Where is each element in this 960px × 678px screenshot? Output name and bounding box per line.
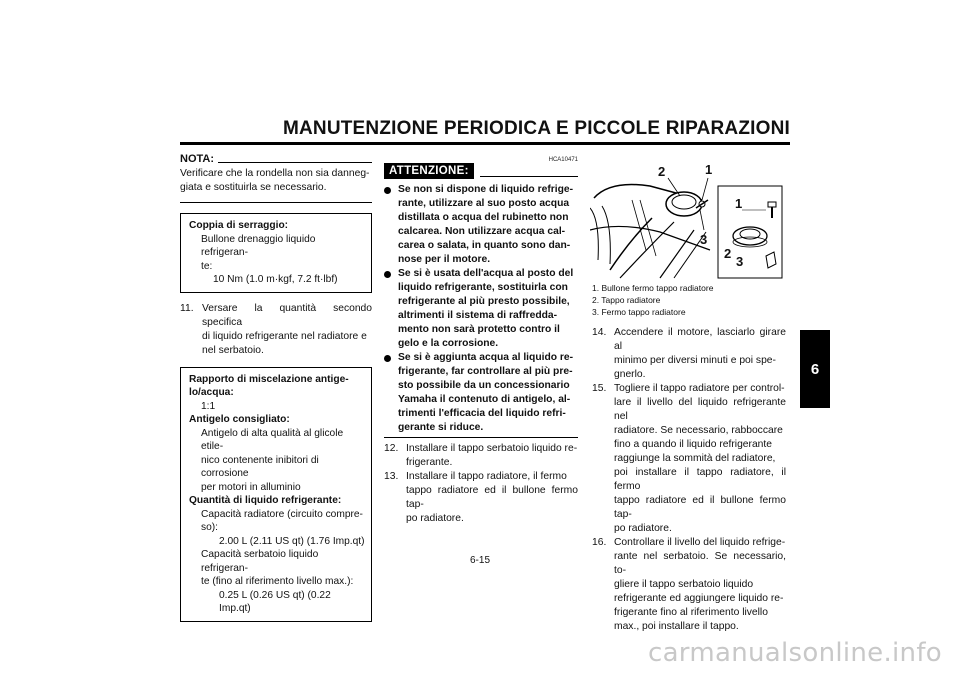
- step-number: 14.: [592, 327, 607, 338]
- torque-line: Bullone drenaggio liquido refrigeran-: [201, 233, 316, 258]
- warning-line: sto possibile da un concessionario: [398, 380, 570, 391]
- warning-line: frigerante, far controllare al più pre-: [398, 366, 573, 377]
- torque-line: te:: [201, 260, 213, 272]
- warning-line: Se si è usata dell'acqua al posto del: [398, 268, 574, 279]
- warning-line: gelo e la corrosione.: [398, 338, 499, 349]
- warning-line: liquido refrigerante, sostituirla con: [398, 282, 568, 293]
- mix-title: Rapporto di miscelazione antige-: [189, 373, 349, 385]
- note-end-rule: [180, 202, 372, 203]
- quantity-line: te (fino al riferimento livello max.):: [201, 576, 354, 587]
- torque-value: 10 Nm (1.0 m·kgf, 7.2 ft·lbf): [213, 274, 338, 285]
- step-text: max., poi installare il tappo.: [614, 621, 739, 632]
- quantity-line: Capacità radiatore (circuito compre-: [201, 508, 363, 520]
- warning-line: Yamaha il contenuto di antigelo, al-: [398, 394, 571, 405]
- step-text: fino a quando il liquido refrigerante: [614, 439, 772, 450]
- step-text: Installare il tappo radiatore, il fermo: [406, 471, 567, 482]
- warning-line: distillata o acqua del rubinetto non: [398, 212, 569, 223]
- inset-callout-2: 2: [724, 246, 732, 261]
- step-number: 13.: [384, 471, 399, 482]
- mix-title: lo/acqua:: [189, 387, 234, 398]
- step-15: [592, 382, 786, 536]
- warning-line: mento non sarà protetto contro il: [398, 324, 560, 335]
- quantity-line: so):: [201, 522, 218, 533]
- step-number: 12.: [384, 443, 399, 454]
- step-text: radiatore. Se necessario, rabboccare: [614, 425, 783, 436]
- warning-line: refrigerante al più presto possibile,: [398, 296, 570, 307]
- quantity-value: 2.00 L (2.11 US qt) (1.76 Imp.qt): [219, 535, 365, 547]
- step-number: 16.: [592, 537, 607, 548]
- warning-line: gerante si riduce.: [398, 422, 484, 433]
- caption-item: 3. Fermo tappo radiatore: [592, 307, 686, 317]
- warning-line: calcarea. Non utilizzare acqua cal-: [398, 226, 566, 237]
- antifreeze-line: per motori in alluminio: [201, 481, 301, 493]
- warning-rule: [480, 176, 578, 177]
- right-column: [592, 326, 786, 634]
- antifreeze-title: Antigelo consigliato:: [189, 414, 290, 425]
- step-text: poi installare il tappo radiatore, il fermo: [614, 467, 786, 492]
- quantity-title: Quantità di liquido refrigerante:: [189, 495, 342, 506]
- note-text-line: giata e sostituirla se necessario.: [180, 182, 327, 193]
- step-text: lare il livello del liquido refrigerante nel: [614, 397, 786, 422]
- antifreeze-line: nico contenente inibitori di corrosione: [201, 454, 319, 479]
- warning-line: trimenti l'efficacia del liquido refri-: [398, 408, 566, 419]
- middle-column: [384, 152, 578, 526]
- bullet-icon: [384, 355, 391, 362]
- mix-ratio: 1:1: [201, 400, 216, 412]
- page-title: MANUTENZIONE PERIODICA E PICCOLE RIPARAZIONI: [282, 118, 790, 139]
- step-text: po radiatore.: [614, 523, 672, 534]
- radiator-cap-figure: [590, 160, 786, 280]
- note-text-line: Verificare che la rondella non sia danneg-: [180, 168, 370, 179]
- step-text: refrigerante ed aggiungere liquido re-: [614, 593, 784, 604]
- step-number: 15.: [592, 383, 607, 394]
- torque-title: Coppia di serraggio:: [189, 220, 289, 231]
- warning-item: [384, 267, 578, 351]
- step-number: 11.: [180, 302, 194, 314]
- step-text: tappo radiatore ed il bullone fermo tap-: [406, 485, 578, 510]
- chapter-tab: 6: [800, 330, 830, 408]
- warning-line: carea o salata, in quanto sono dan-: [398, 240, 571, 251]
- warning-item: [384, 183, 578, 267]
- step-text: Versare la quantità secondo specifica: [202, 302, 372, 328]
- bullet-icon: [384, 187, 391, 194]
- header-rule: [180, 142, 790, 145]
- warning-label: ATTENZIONE:: [384, 163, 474, 179]
- warning-line: Se non si dispone di liquido refrige-: [398, 184, 574, 195]
- callout-3: 3: [700, 232, 708, 247]
- step-text: frigerante.: [406, 457, 453, 468]
- step-text: Controllare il livello del liquido refrige-: [614, 537, 786, 548]
- torque-spec-box: [180, 213, 372, 293]
- step-text: raggiunge la sommità del radiatore,: [614, 453, 776, 464]
- callout-1: 1: [705, 162, 713, 177]
- step-text: Installare il tappo serbatoio liquido re-: [406, 443, 578, 454]
- step-text: rante nel serbatoio. Se necessario, to-: [614, 551, 786, 576]
- note-rule: [218, 162, 372, 163]
- step-13: [384, 470, 578, 526]
- antifreeze-line: Antigelo di alta qualità al glicole etile-: [201, 427, 344, 452]
- warning-line: rante, utilizzare al suo posto acqua: [398, 198, 570, 209]
- note-title: NOTA:: [180, 153, 215, 165]
- radiator-illustration: [590, 160, 786, 280]
- caption-item: 2. Tappo radiatore: [592, 295, 661, 305]
- step-text: Togliere il tappo radiatore per control-: [614, 383, 785, 394]
- warning-line: nose per il motore.: [398, 254, 491, 265]
- figure-captions: [592, 282, 788, 318]
- step-text: frigerante fino al riferimento livello: [614, 607, 768, 618]
- quantity-line: Capacità serbatoio liquido refrigeran-: [201, 549, 319, 574]
- warning-end-rule: [384, 437, 578, 438]
- inset-callout-1: 1: [735, 196, 743, 211]
- step-text: gliere il tappo serbatoio liquido: [614, 579, 754, 590]
- page-number: 6-15: [469, 555, 490, 566]
- step-text: minimo per diversi minuti e poi spe-: [614, 355, 776, 366]
- mix-spec-box: [180, 367, 372, 622]
- step-14: [592, 326, 786, 382]
- callout-2: 2: [658, 164, 666, 179]
- inset-callout-3: 3: [736, 254, 744, 269]
- left-column: [180, 152, 372, 622]
- warning-line: altrimenti il sistema di raffredda-: [398, 310, 558, 321]
- step-text: Accendere il motore, lasciarlo girare al: [614, 327, 786, 352]
- step-text: gnerlo.: [614, 369, 646, 380]
- step-text: nel serbatoio.: [202, 344, 264, 356]
- reference-code: HCA10471: [548, 157, 578, 163]
- bullet-icon: [384, 271, 391, 278]
- step-text: po radiatore.: [406, 513, 464, 524]
- step-16: [592, 536, 786, 634]
- warning-item: [384, 351, 578, 435]
- step-12: [384, 442, 578, 470]
- step-text: tappo radiatore ed il bullone fermo tap-: [614, 495, 786, 520]
- warning-list: [384, 183, 578, 435]
- step-text: di liquido refrigerante nel radiatore e: [202, 330, 367, 342]
- caption-item: 1. Bullone fermo tappo radiatore: [592, 283, 714, 293]
- step-11: [180, 302, 372, 358]
- warning-line: Se si è aggiunta acqua al liquido re-: [398, 352, 574, 363]
- watermark[interactable]: carmanualsonline.info: [647, 638, 942, 668]
- quantity-value: 0.25 L (0.26 US qt) (0.22 Imp.qt): [219, 589, 331, 614]
